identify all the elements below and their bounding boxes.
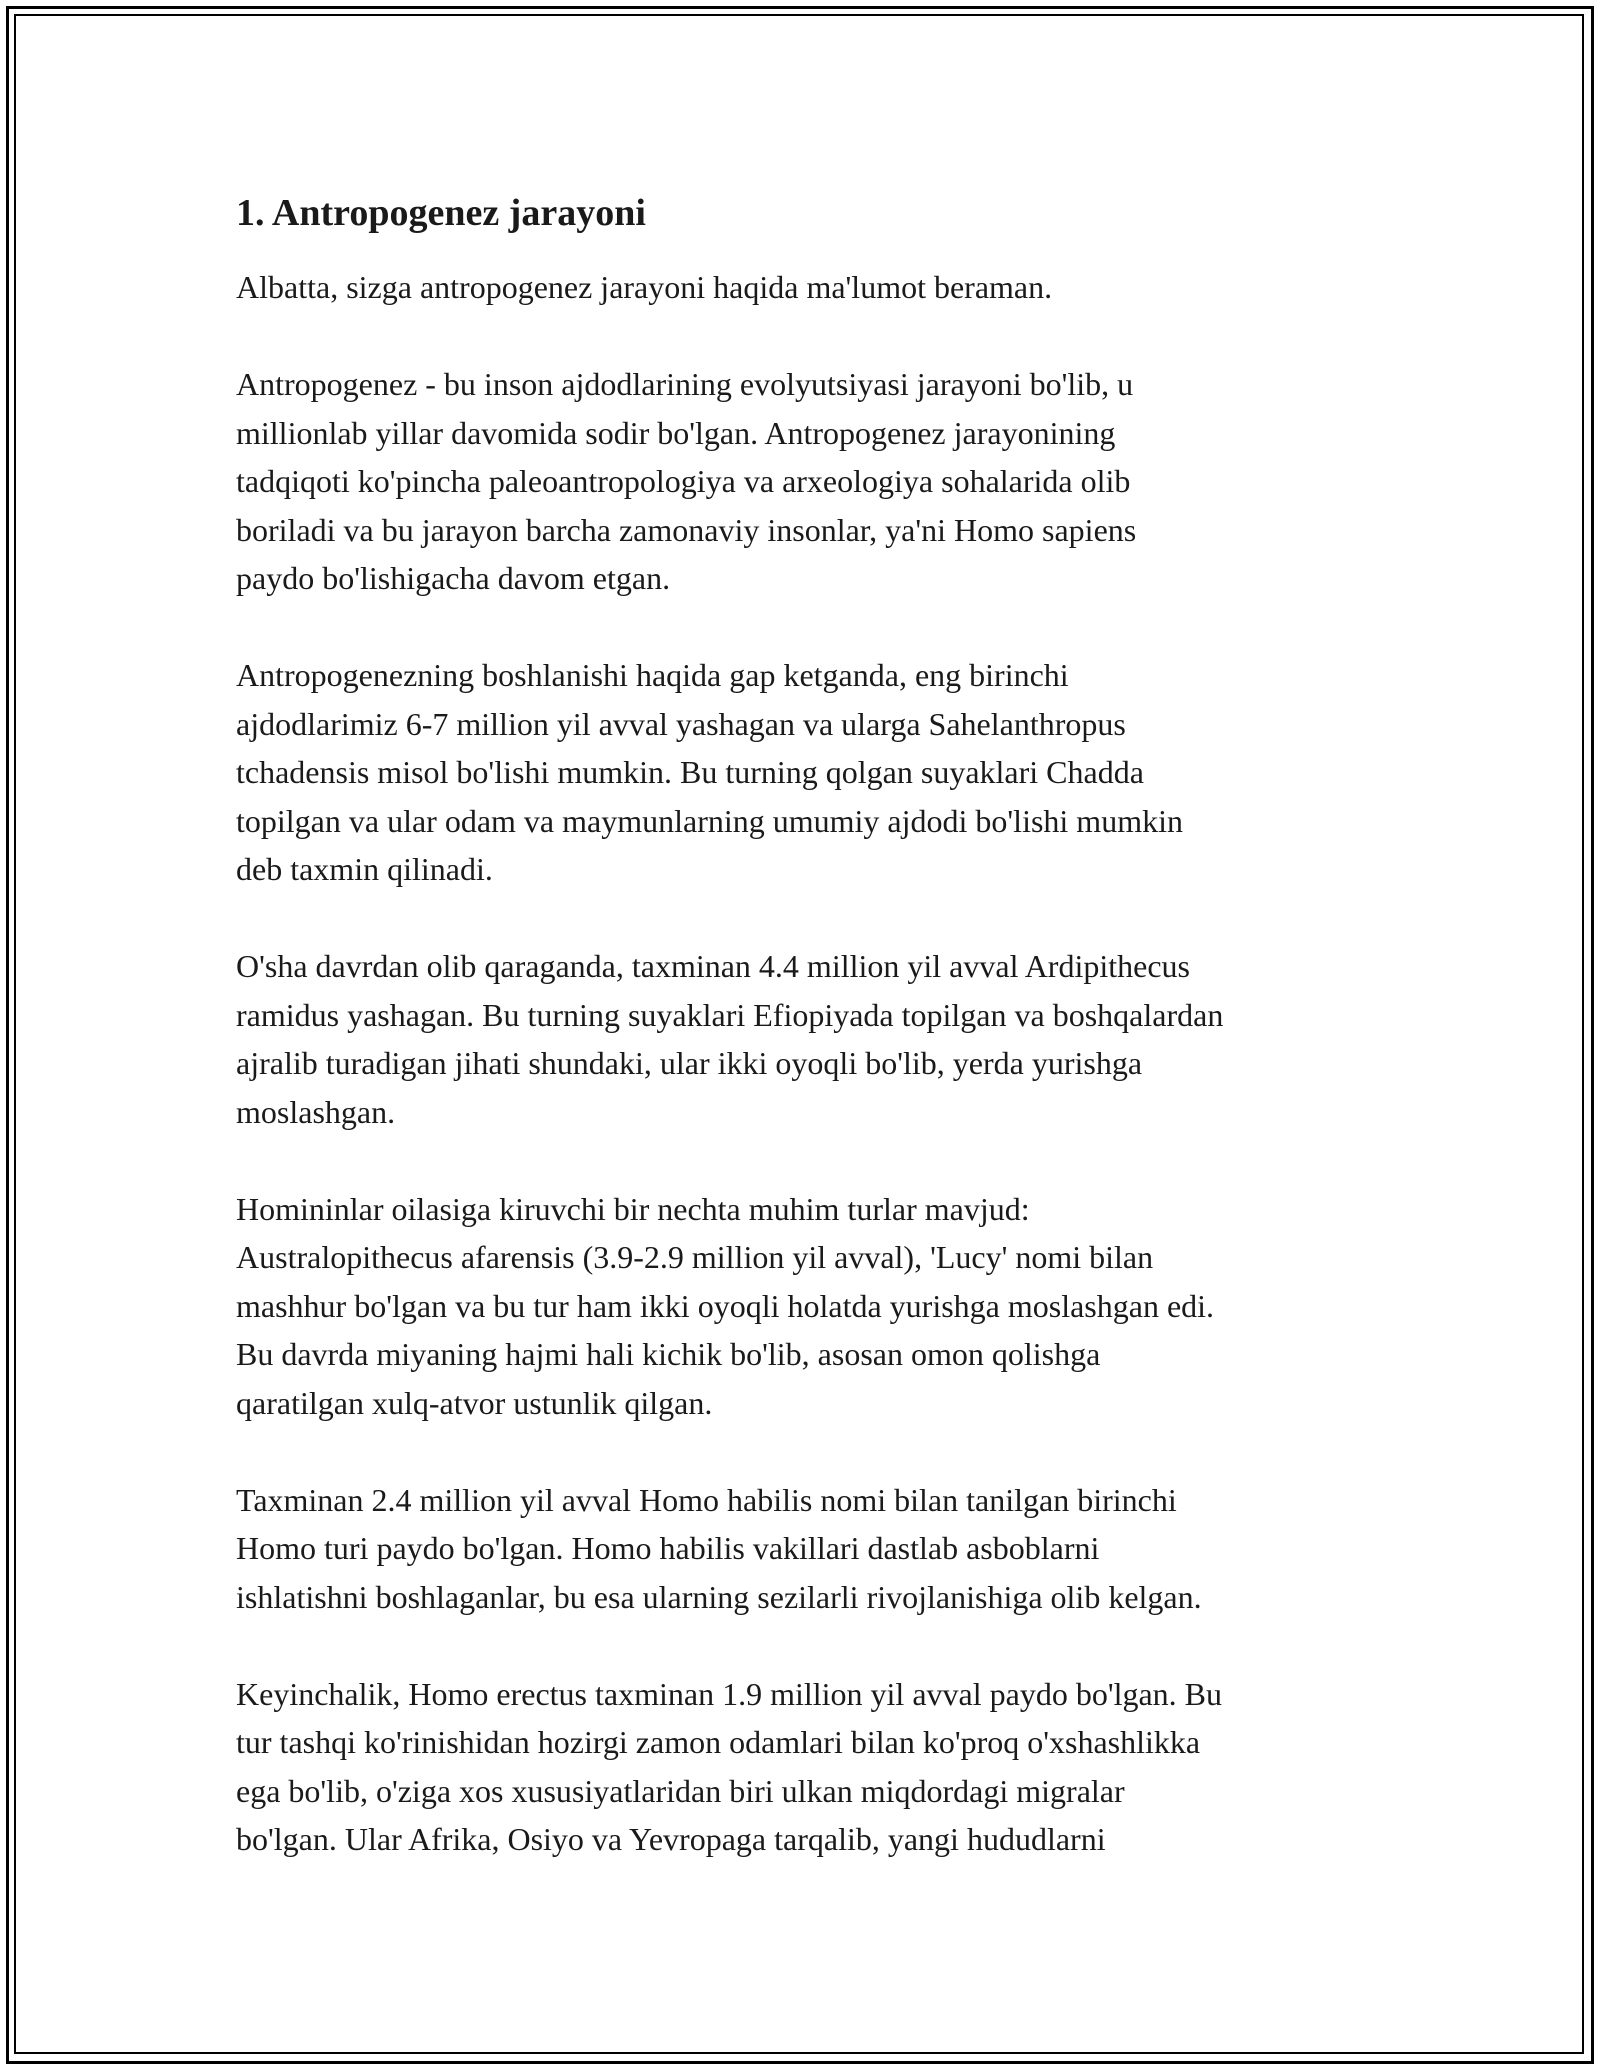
paragraph-ardipithecus: O'sha davrdan olib qaraganda, taxminan 4.4 million yil avval Ardipithecus ramidus yashagan. Bu turning suyaklari Efiopiyada topilgan va boshqalardan ajralib turadigan jihati shundaki, ular ikki oyoqli bo'lib, yerda yurishga moslashgan. bbox=[236, 948, 1224, 1130]
paragraph-intro: Albatta, sizga antropogenez jarayoni haqida ma'lumot beraman. bbox=[236, 269, 1053, 305]
paragraph-homo-habilis: Taxminan 2.4 million yil avval Homo habilis nomi bilan tanilgan birinchi Homo turi paydo bo'lgan. Homo habilis vakillari dastlab asboblarni ishlatishni boshlaganlar, bu esa ularning sezilarli rivojlanishiga olib kelgan. bbox=[236, 1481, 1202, 1615]
paragraph-homo-erectus: Keyinchalik, Homo erectus taxminan 1.9 million yil avval paydo bo'lgan. Bu tur tashqi ko'rinishidan hozirgi zamon odamlari bilan ko'proq o'xshashlikka ega bo'lib, o'ziga xos xususiyatlaridan biri ulkan miqdordagi migralar bo'lgan. Ular Afrika, Osiyo va Yevropaga tarqalib, yangi hududlarni bbox=[236, 1675, 1223, 1857]
paragraph-beginning: Antropogenezning boshlanishi haqida gap ketganda, eng birinchi ajdodlarimiz 6-7 million yil avval yashagan va ularga Sahelanthropus tchadensis misol bo'lishi mumkin. Bu turning qolgan suyaklari Chadda topilgan va ular odam va maymunlarning umumiy ajdodi bo'lishi mumkin deb taxmin qilinadi. bbox=[236, 657, 1183, 887]
paragraph-australopithecus: Homininlar oilasiga kiruvchi bir nechta muhim turlar mavjud: Australopithecus afarensis (3.9-2.9 million yil avval), 'Lucy' nomi bilan mashhur bo'lgan va bu tur ham ikki oyoqli holatda yurishga moslashgan edi. Bu davrda miyaning hajmi hali kichik bo'lib, asosan omon qolishga qaratilgan xulq-atvor ustunlik qilgan. bbox=[236, 1190, 1215, 1421]
page-title: 1. Antropogenez jarayoni bbox=[236, 192, 646, 234]
paragraph-definition: Antropogenez - bu inson ajdodlarining evolyutsiyasi jarayoni bo'lib, u millionlab yillar davomida sodir bo'lgan. Antropogenez jarayonining tadqiqoti ko'pincha paleoantropologiya va arxeologiya sohalarida olib boriladi va bu jarayon barcha zamonaviy insonlar, ya'ni Homo sapiens paydo bo'lishigacha davom etgan. bbox=[236, 366, 1137, 596]
document-body bbox=[236, 185, 1376, 1864]
